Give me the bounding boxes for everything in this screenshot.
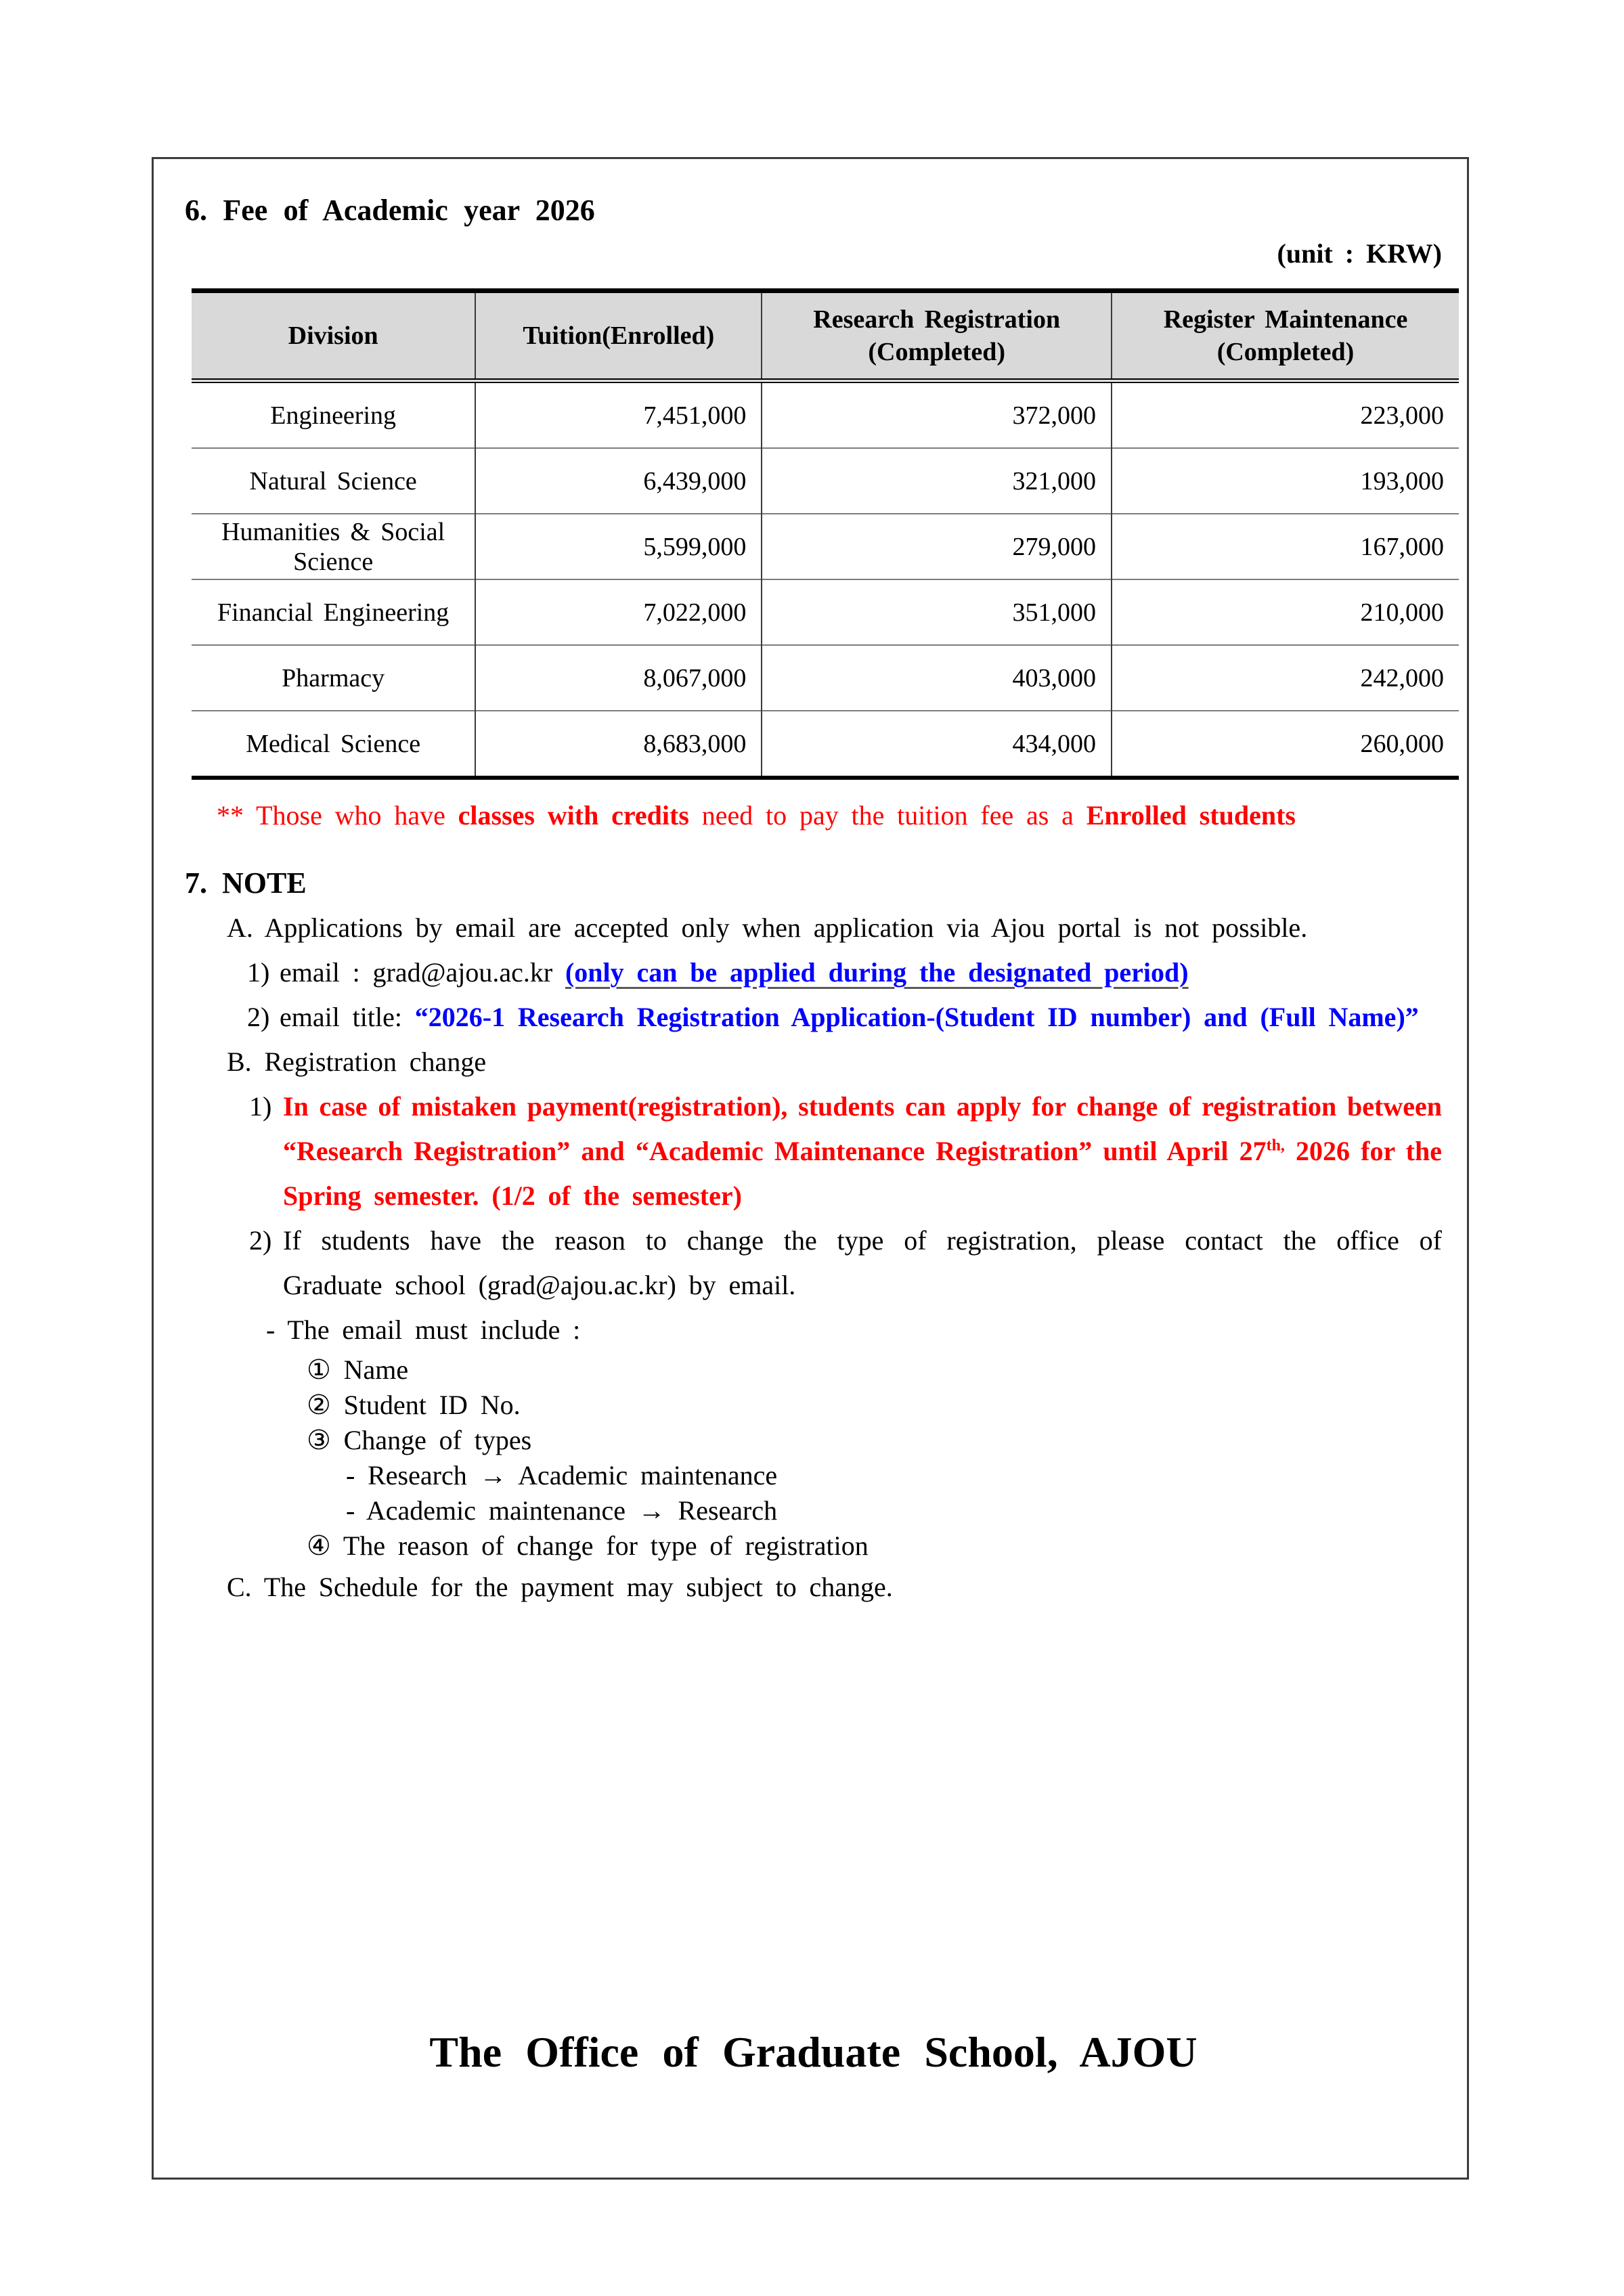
email-period-highlight: (only can be applied during the designated period) [565,957,1189,988]
col-header-research [762,291,1112,381]
section-fee-title: 6. Fee of Academic year 2026 [185,194,595,227]
research-fee-cell: 372,000 [762,381,1112,449]
warning-line1: In case of mistaken payment(registration), students can apply for change of registration between [283,1091,1442,1122]
maintenance-fee-cell: 242,000 [1112,645,1459,711]
list-label: 1) [247,957,270,988]
include-item-reason: ④ The reason of change for type of registration [307,1530,869,1561]
list-label: 2) [247,1002,270,1032]
research-fee-cell: 434,000 [762,711,1112,778]
unit-label: (unit : KRW) [1277,238,1442,269]
email-must-include: - The email must include : [266,1315,581,1345]
email-title-text: email title: [280,1002,415,1032]
table-row [192,711,1459,778]
note-item-c: C. The Schedule for the payment may subject to change. [227,1572,893,1602]
col-header-research-line1: Research Registration [813,305,1061,334]
table-row [192,645,1459,711]
footnote-text: ** Those who have [217,800,458,831]
table-row [192,381,1459,449]
table-footnote [217,800,1442,831]
note-item-b1 [185,1084,1442,1218]
maintenance-fee-cell: 260,000 [1112,711,1459,778]
header-row [192,291,1459,381]
contact-line1: If students have the reason to change the type of registration, please contact the office of [283,1225,1442,1256]
tuition-cell: 8,067,000 [475,645,762,711]
division-cell: Engineering [270,401,397,430]
maintenance-fee-cell: 193,000 [1112,448,1459,514]
note-item-a: A. Applications by email are accepted only when application via Ajou portal is not possible. [227,912,1308,943]
document-page [152,157,1469,2180]
email-text: email : grad@ajou.ac.kr [280,957,565,988]
division-cell: Natural Science [192,448,475,514]
section-note-title: 7. NOTE [185,866,307,900]
table-row [192,448,1459,514]
col-header-maintenance [1112,291,1459,381]
division-cell: Pharmacy [192,645,475,711]
include-item-name: ① Name [307,1354,409,1385]
research-fee-cell: 351,000 [762,579,1112,645]
division-cell: Medical Science [192,711,475,778]
warning-line2 [283,1129,1442,1174]
note-item-b2 [185,1218,1442,1308]
fee-table [192,288,1459,780]
note-item-b: B. Registration change [227,1046,487,1077]
tuition-cell: 7,022,000 [475,579,762,645]
maintenance-fee-cell: 210,000 [1112,579,1459,645]
tuition-cell: 7,451,000 [475,381,762,449]
tuition-cell: 5,599,000 [475,514,762,579]
research-fee-cell: 403,000 [762,645,1112,711]
fee-table-header [192,291,1459,381]
tuition-cell: 6,439,000 [475,448,762,514]
note-item-a1 [185,950,1442,995]
col-header-tuition: Tuition(Enrolled) [475,291,762,381]
registration-change-warning [283,1084,1442,1218]
contact-office-text [283,1218,1442,1308]
tuition-cell: 8,683,000 [475,711,762,778]
maintenance-fee-cell: 223,000 [1112,381,1459,449]
contact-line2: Graduate school (grad@ajou.ac.kr) by email. [283,1270,796,1300]
table-row [192,514,1459,579]
footnote-bold-credits: classes with credits [458,800,689,831]
include-item-student-id: ② Student ID No. [307,1390,521,1420]
col-header-research-line2: (Completed) [868,338,1006,366]
maintenance-fee-cell: 167,000 [1112,514,1459,579]
footnote-text: need to pay the tuition fee as a [688,800,1087,831]
include-item-change-types: ③ Change of types [307,1425,532,1455]
division-cell: Humanities & Social Science [192,514,475,579]
warning-line3: Spring semester. (1/2 of the semester) [283,1180,742,1211]
footnote-bold-enrolled: Enrolled students [1086,800,1296,831]
signature-office: The Office of Graduate School, AJOU [429,2028,1198,2076]
division-cell: Financial Engineering [192,579,475,645]
list-label: 2) [249,1225,272,1256]
col-header-maintenance-line1: Register Maintenance [1163,305,1408,334]
list-label: 1) [249,1091,272,1122]
col-header-division: Division [192,291,475,381]
table-row [192,579,1459,645]
research-fee-cell: 279,000 [762,514,1112,579]
research-fee-cell: 321,000 [762,448,1112,514]
change-type-academic-to-research: - Academic maintenance → Research [346,1495,778,1526]
warning-line2-text: “Research Registration” and “Academic Maintenance Registration” until April 27 [283,1136,1267,1166]
ordinal-superscript: th, [1266,1136,1285,1155]
note-item-a2 [185,995,1442,1040]
col-header-maintenance-line2: (Completed) [1216,338,1355,366]
change-type-research-to-academic: - Research → Academic maintenance [346,1460,778,1491]
email-title-highlight: “2026-1 Research Registration Application-(Student ID number) and (Full Name)” [414,1002,1419,1032]
warning-line2-tail: 2026 for the [1284,1136,1442,1166]
